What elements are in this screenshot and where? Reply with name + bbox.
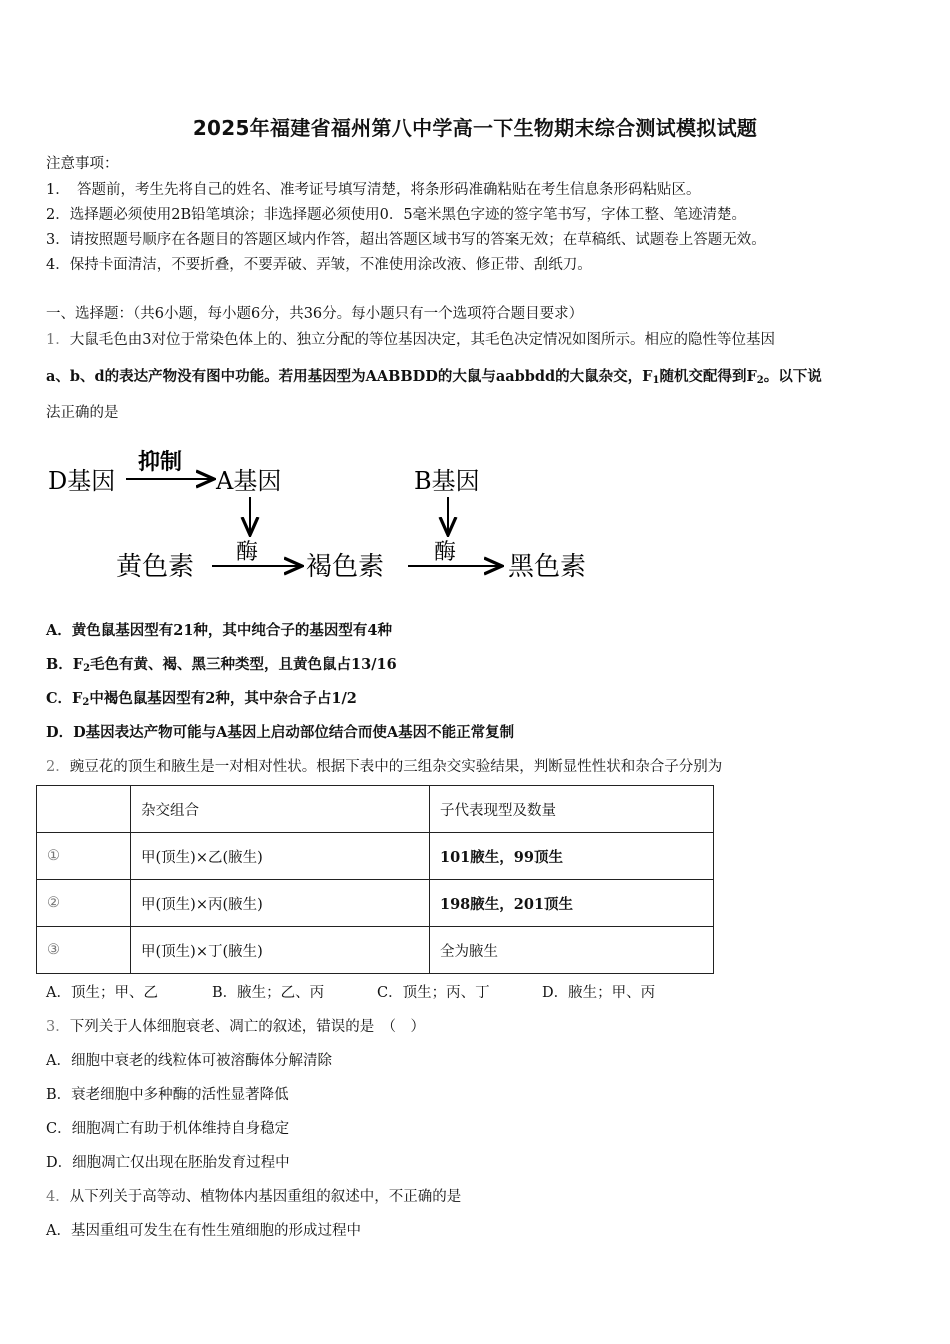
inhibit-label: 抑制 (138, 449, 183, 475)
notice-item-4: 4．保持卡面清洁，不要折叠，不要弄破、弄皱，不准使用涂改液、修正带、刮纸刀。 (46, 257, 592, 273)
table-header-cell: 杂交组合 (131, 786, 430, 833)
q1-stem-2a: a、b、d的表达产物没有图中功能。若用基因型为AABBDD的大鼠与aabbdd的大鼠杂交，F (46, 368, 653, 385)
q1-option-c[interactable] (46, 687, 357, 708)
q1-line-3: 法正确的是 (46, 405, 119, 421)
q3-number: 3． (46, 1019, 70, 1035)
a-gene-label: A基因 (216, 467, 282, 495)
q1-sub-1: 1 (652, 375, 660, 386)
page-title: 2025年福建省福州第八中学高一下生物期末综合测试模拟试题 (192, 116, 758, 140)
q3-option-b[interactable]: B．衰老细胞中多种酶的活性显著降低 (46, 1087, 289, 1103)
enzyme-label-1: 酶 (236, 540, 259, 565)
q1-option-c-post: 中褐色鼠基因型有2种，其中杂合子占1/2 (89, 690, 357, 707)
q2-option-d[interactable]: D．腋生；甲、丙 (542, 985, 656, 1001)
brown-pigment-label: 褐色素 (306, 552, 385, 582)
q1-option-a[interactable]: A．黄色鼠基因型有21种，其中纯合子的基因型有4种 (46, 622, 393, 639)
q1-stem-2c: 。以下说 (763, 368, 822, 385)
notice-item-3: 3．请按照题号顺序在各题目的答题区域内作答，超出答题区域书写的答案无效；在草稿纸、试题卷上答题无效。 (46, 232, 766, 248)
q3-stem-line (46, 1015, 425, 1036)
table-header-cell: 子代表现型及数量 (430, 786, 714, 833)
q3-option-d[interactable]: D．细胞凋亡仅出现在胚胎发育过程中 (46, 1155, 290, 1171)
gene-pathway-diagram (40, 435, 610, 590)
q2-option-c[interactable]: C．顶生；丙、丁 (377, 985, 490, 1001)
notice-item-1: 1． 答题前，考生先将自己的姓名、准考证号填写清楚，将条形码准确粘贴在考生信息条形码粘贴区。 (46, 182, 701, 198)
b-gene-label: B基因 (414, 467, 480, 495)
table-row (37, 880, 714, 927)
q1-option-c-sub: 2 (82, 697, 90, 708)
q2-stem-line (46, 755, 722, 776)
q1-line-2 (46, 365, 822, 386)
table-cell: 甲(顶生)×丙(腋生) (131, 880, 430, 927)
q1-number: 1． (46, 332, 70, 348)
table-cell: ③ (37, 927, 131, 974)
table-cell: 甲(顶生)×丁(腋生) (131, 927, 430, 974)
q2-number: 2． (46, 759, 70, 775)
table-cell: 全为腋生 (430, 927, 714, 974)
q2-stem: 豌豆花的顶生和腋生是一对相对性状。根据下表中的三组杂交实验结果，判断显性性状和杂合子分别为 (69, 759, 723, 775)
yellow-pigment-label: 黄色素 (116, 552, 195, 582)
d-gene-label: D基因 (48, 467, 116, 495)
q1-option-b-sub: 2 (83, 663, 91, 674)
q3-option-c[interactable]: C．细胞凋亡有助于机体维持自身稳定 (46, 1121, 290, 1137)
q3-stem: 下列关于人体细胞衰老、凋亡的叙述，错误的是 （ ） (69, 1019, 425, 1035)
enzyme-label-2: 酶 (434, 540, 457, 565)
table-cell: 甲(顶生)×乙(腋生) (131, 833, 430, 880)
table-header-row (37, 786, 714, 833)
table-cell: 198腋生，201顶生 (430, 880, 714, 927)
q4-stem-line (46, 1185, 461, 1206)
cross-results-table (36, 785, 714, 974)
q1-stem-2b: 随机交配得到F (659, 368, 757, 385)
table-row (37, 927, 714, 974)
table-header-cell (37, 786, 131, 833)
black-pigment-label: 黑色素 (508, 552, 587, 582)
q1-stem-1: 大鼠毛色由3对位于常染色体上的、独立分配的等位基因决定，其毛色决定情况如图所示。相应的隐性等位基因 (69, 332, 775, 348)
q4-option-a[interactable]: A．基因重组可发生在有性生殖细胞的形成过程中 (46, 1223, 361, 1239)
table-cell: 101腋生，99顶生 (430, 833, 714, 880)
q2-option-a[interactable]: A．顶生；甲、乙 (46, 985, 158, 1001)
q1-option-c-pre: C．F (46, 690, 83, 707)
q4-number: 4． (46, 1189, 70, 1205)
notice-heading: 注意事项： (46, 156, 119, 172)
table-row (37, 833, 714, 880)
q1-sub-2: 2 (756, 375, 764, 386)
q1-option-b[interactable] (46, 653, 397, 674)
q1-option-b-post: 毛色有黄、褐、黑三种类型，且黄色鼠占13/16 (90, 656, 397, 673)
q2-option-b[interactable]: B．腋生；乙、丙 (212, 985, 325, 1001)
q4-stem: 从下列关于高等动、植物体内基因重组的叙述中，不正确的是 (69, 1189, 462, 1205)
q1-line-1 (46, 328, 775, 349)
q3-option-a[interactable]: A．细胞中衰老的线粒体可被溶酶体分解清除 (46, 1053, 332, 1069)
table-cell: ② (37, 880, 131, 927)
table-cell: ① (37, 833, 131, 880)
q1-option-d[interactable]: D．D基因表达产物可能与A基因上启动部位结合而使A基因不能正常复制 (46, 724, 515, 741)
notice-item-2: 2．选择题必须使用2B铅笔填涂；非选择题必须使用0．5毫米黑色字迹的签字笔书写，字体工整、笔迹清楚。 (46, 207, 747, 223)
q1-option-b-pre: B．F (46, 656, 84, 673)
section-heading: 一、选择题：（共6小题，每小题6分，共36分。每小题只有一个选项符合题目要求） (46, 306, 584, 322)
